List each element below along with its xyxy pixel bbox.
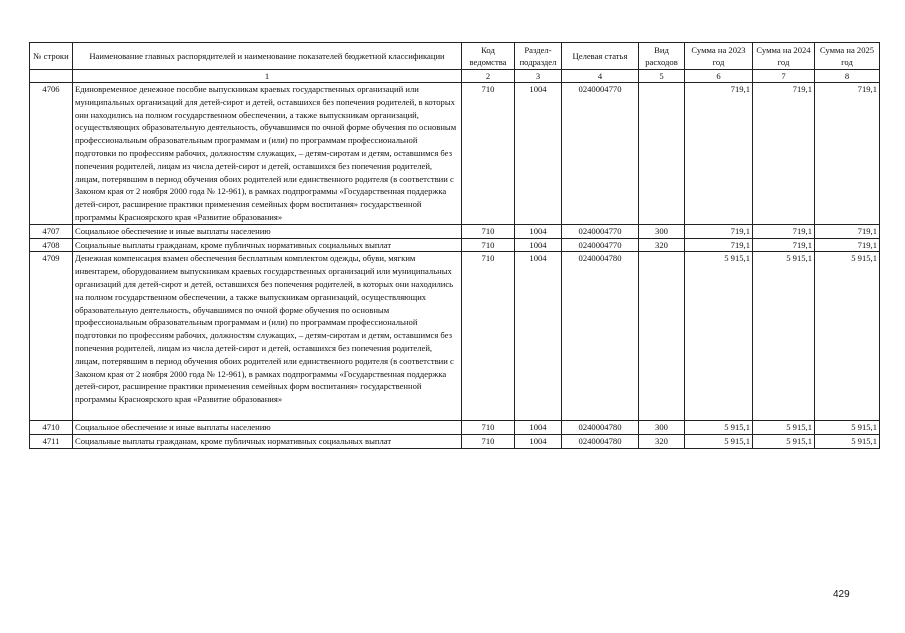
- header-name: Наименование главных распорядителей и наименование показателей бюджетной классификации: [73, 43, 462, 70]
- row-name: Социальные выплаты гражданам, кроме публичных нормативных социальных выплат: [73, 434, 462, 448]
- sum-2023: 5 915,1: [685, 420, 753, 434]
- sum-2023: 719,1: [685, 224, 753, 238]
- column-number: 5: [639, 70, 685, 83]
- table-row: [30, 252, 880, 421]
- sum-2024: 5 915,1: [753, 252, 815, 421]
- expense-type: [639, 252, 685, 421]
- sum-2025: 719,1: [815, 238, 880, 252]
- target-code: 0240004770: [562, 224, 639, 238]
- row-number: 4706: [30, 83, 73, 225]
- section-code: 1004: [515, 434, 562, 448]
- row-number: 4710: [30, 420, 73, 434]
- dept-code: 710: [462, 224, 515, 238]
- expense-type: [639, 83, 685, 225]
- table-row: [30, 83, 880, 225]
- sum-2025: 719,1: [815, 83, 880, 225]
- section-code: 1004: [515, 420, 562, 434]
- sum-2025: 5 915,1: [815, 252, 880, 421]
- expense-type: 300: [639, 224, 685, 238]
- dept-code: 710: [462, 238, 515, 252]
- dept-code: 710: [462, 83, 515, 225]
- target-code: 0240004770: [562, 83, 639, 225]
- section-code: 1004: [515, 252, 562, 421]
- row-number: 4709: [30, 252, 73, 421]
- target-code: 0240004780: [562, 252, 639, 421]
- sum-2023: 5 915,1: [685, 252, 753, 421]
- sum-2025: 719,1: [815, 224, 880, 238]
- sum-2025: 5 915,1: [815, 434, 880, 448]
- column-number: 6: [685, 70, 753, 83]
- table-row: [30, 238, 880, 252]
- sum-2023: 719,1: [685, 238, 753, 252]
- sum-2024: 5 915,1: [753, 420, 815, 434]
- section-code: 1004: [515, 83, 562, 225]
- column-number: 2: [462, 70, 515, 83]
- expense-type: 300: [639, 420, 685, 434]
- table-row: [30, 224, 880, 238]
- expense-type: 320: [639, 434, 685, 448]
- header-row-no: № строки: [30, 43, 73, 70]
- target-code: 0240004780: [562, 420, 639, 434]
- sum-2024: 719,1: [753, 238, 815, 252]
- column-number: 3: [515, 70, 562, 83]
- dept-code: 710: [462, 252, 515, 421]
- row-name: Социальное обеспечение и иные выплаты населению: [73, 420, 462, 434]
- header-section: Раздел-подраздел: [515, 43, 562, 70]
- header-sum-2024: Сумма на 2024 год: [753, 43, 815, 70]
- column-number: [30, 70, 73, 83]
- sum-2024: 719,1: [753, 83, 815, 225]
- row-name: Социальное обеспечение и иные выплаты населению: [73, 224, 462, 238]
- row-name: Социальные выплаты гражданам, кроме публичных нормативных социальных выплат: [73, 238, 462, 252]
- column-number: 7: [753, 70, 815, 83]
- budget-table: [29, 42, 880, 449]
- target-code: 0240004780: [562, 434, 639, 448]
- expense-type: 320: [639, 238, 685, 252]
- header-row: [30, 43, 880, 70]
- column-number: 8: [815, 70, 880, 83]
- row-number: 4711: [30, 434, 73, 448]
- header-sum-2025: Сумма на 2025 год: [815, 43, 880, 70]
- row-number: 4708: [30, 238, 73, 252]
- section-code: 1004: [515, 224, 562, 238]
- row-number: 4707: [30, 224, 73, 238]
- header-dept-code: Код ведомства: [462, 43, 515, 70]
- column-number: 4: [562, 70, 639, 83]
- column-number: 1: [73, 70, 462, 83]
- sum-2025: 5 915,1: [815, 420, 880, 434]
- dept-code: 710: [462, 420, 515, 434]
- sum-2023: 5 915,1: [685, 434, 753, 448]
- row-name: Денежная компенсация взамен обеспечения бесплатным комплектом одежды, обуви, мягким инвентарем, оборудованием выпускникам краевых государственных организаций или муниципальных организаций для детей-сирот и детей, оставшихся без попечения родителей, в которых они находились на полном государственном обеспечении, а также выпускникам организаций, осуществляющих образовательную деятельность, обучавшимся по очной форме обучения по основным профессиональным образовательным программам и (или) по программам профессиональной подготовки по профессиям рабочих, должностям служащих, – детям-сиротам и детям, оставшимся без попечения родителей, лицам из числа детей-сирот и детей, оставшихся без попечения родителей, лицам, потерявшим в период обучения обоих родителей или единственного родителя (в соответствии с Законом края от 2 ноября 2000 года № 12-961), в рамках подпрограммы «Государственная поддержка детей-сирот, расширение практики применения семейных форм воспитания» государственной программы Красноярского края «Развитие образования»: [73, 252, 462, 421]
- page-number: 429: [833, 589, 850, 600]
- table-row: [30, 434, 880, 448]
- table-row: [30, 420, 880, 434]
- target-code: 0240004770: [562, 238, 639, 252]
- header-target: Целевая статья: [562, 43, 639, 70]
- header-exp-type: Вид расходов: [639, 43, 685, 70]
- row-name: Единовременное денежное пособие выпускникам краевых государственных организаций или муниципальных организаций для детей-сирот и детей, оставшихся без попечения родителей, в которых они находились на полном государственном обеспечении, а также выпускникам организаций, осуществляющих образовательную деятельность, обучавшимся по очной форме обучения по основным профессиональным образовательным программам и (или) по программам профессиональной подготовки по профессиям рабочих, должностям служащих, – детям-сиротам и детям, оставшимся без попечения родителей, лицам из числа детей-сирот и детей, оставшихся без попечения родителей, лицам, потерявшим в период обучения обоих родителей или единственного родителя (в соответствии с Законом края от 2 ноября 2000 года № 12-961), в рамках подпрограммы «Государственная поддержка детей-сирот, расширение практики применения семейных форм воспитания» государственной программы Красноярского края «Развитие образования»: [73, 83, 462, 225]
- sum-2023: 719,1: [685, 83, 753, 225]
- sum-2024: 719,1: [753, 224, 815, 238]
- section-code: 1004: [515, 238, 562, 252]
- header-sum-2023: Сумма на 2023 год: [685, 43, 753, 70]
- dept-code: 710: [462, 434, 515, 448]
- sum-2024: 5 915,1: [753, 434, 815, 448]
- column-number-row: [30, 70, 880, 83]
